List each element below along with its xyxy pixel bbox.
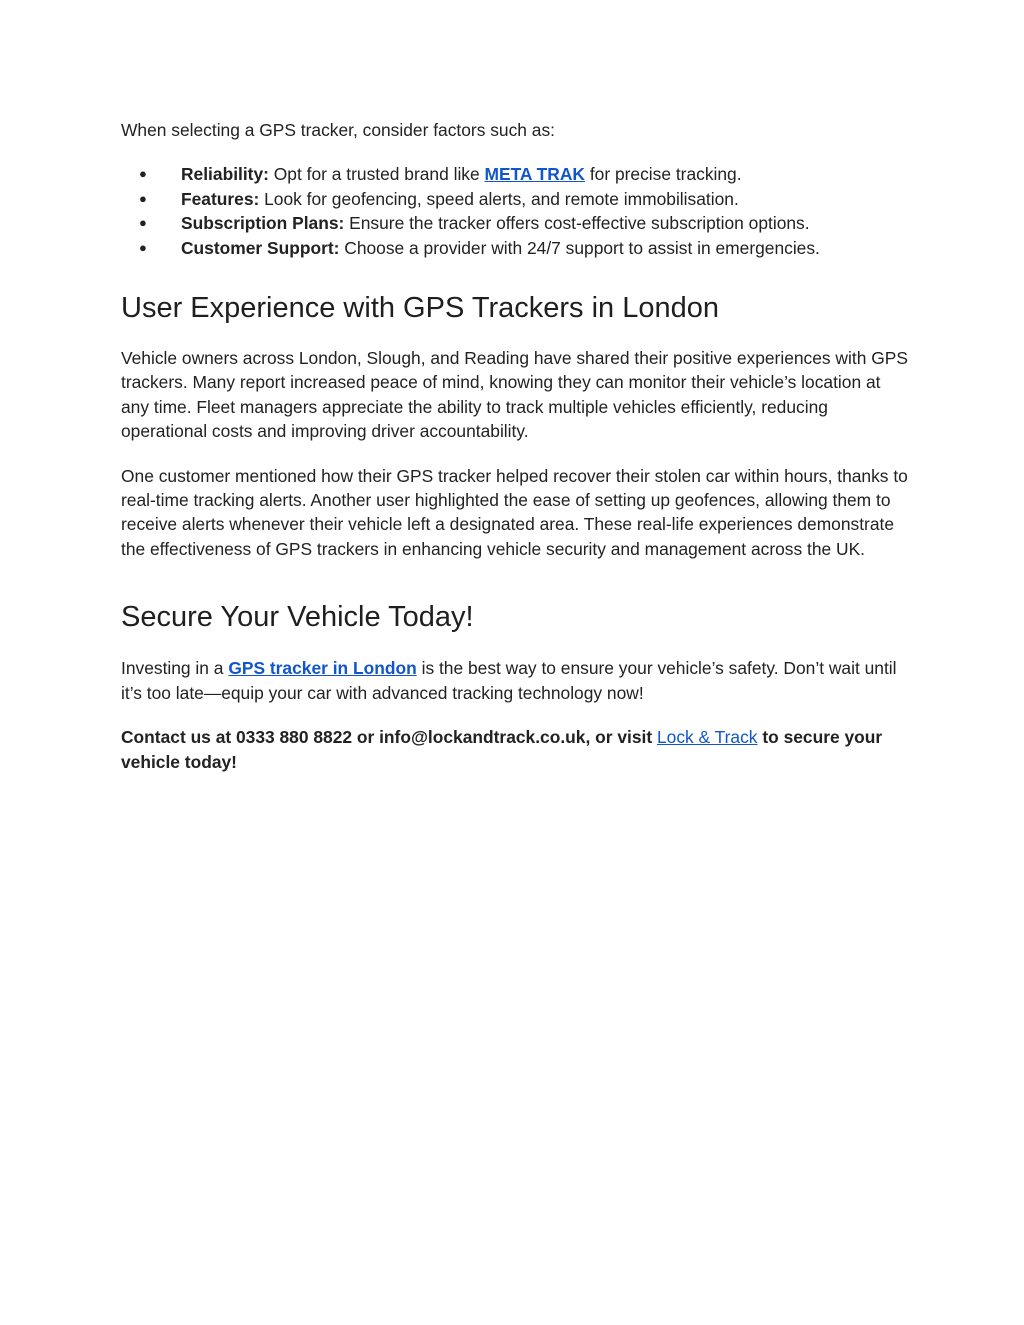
gps-tracker-london-link[interactable]: GPS tracker in London: [228, 658, 417, 679]
bullet-icon: ●: [139, 166, 147, 182]
contact-paragraph: [121, 725, 911, 774]
factor-text: Opt for a trusted brand like: [268, 164, 485, 185]
factor-text: for precise tracking.: [584, 164, 742, 185]
user-experience-heading: User Experience with GPS Trackers in London: [121, 292, 719, 325]
bullet-icon: ●: [139, 215, 147, 231]
secure-vehicle-paragraph: [121, 656, 911, 705]
contact-text: to secure your vehicle today!: [121, 727, 883, 772]
paragraph-text: is the best way to ensure your vehicle’s safety. Don’t wait until it’s too late—equip your car with advanced tracking technology now!: [121, 658, 897, 703]
paragraph-text: Investing in a: [121, 658, 229, 679]
list-item-reliability: [121, 162, 911, 186]
factor-label: Reliability:: [181, 164, 269, 185]
intro-text: When selecting a GPS tracker, consider factors such as:: [121, 120, 555, 140]
bullet-icon: ●: [139, 190, 147, 206]
secure-vehicle-heading: Secure Your Vehicle Today!: [121, 601, 474, 634]
factor-label: Subscription Plans:: [181, 213, 345, 234]
list-item-features: [121, 187, 911, 211]
contact-text: Contact us at 0333 880 8822 or info@lockandtrack.co.uk, or visit: [121, 727, 657, 748]
document-page: [121, 118, 911, 774]
factor-label: Customer Support:: [181, 237, 340, 258]
meta-trak-link[interactable]: META TRAK: [484, 164, 585, 185]
factor-label: Features:: [181, 188, 260, 209]
factor-text: Look for geofencing, speed alerts, and remote immobilisation.: [259, 188, 739, 209]
bullet-icon: ●: [139, 239, 147, 255]
list-item-customer-support: [121, 236, 911, 260]
factors-list: [121, 162, 911, 260]
user-experience-paragraph-2: One customer mentioned how their GPS tracker helped recover their stolen car within hours, thanks to real-time tracking alerts. Another user highlighted the ease of setting up geofences, allowing them to receive alerts whenever their vehicle left a designated area. These real-life experiences demonstrate the effectiveness of GPS trackers in enhancing vehicle security and management across the UK.: [121, 465, 908, 559]
factor-text: Ensure the tracker offers cost-effective subscription options.: [344, 213, 810, 234]
lock-and-track-link[interactable]: Lock & Track: [656, 727, 758, 748]
user-experience-paragraph-1: Vehicle owners across London, Slough, and Reading have shared their positive experiences with GPS trackers. Many report increased peace of mind, knowing they can monitor their vehicle’s location at any time. Fleet managers appreciate the ability to track multiple vehicles efficiently, reducing operational costs and improving driver accountability.: [121, 348, 908, 442]
list-item-subscription-plans: [121, 211, 911, 235]
factor-text: Choose a provider with 24/7 support to assist in emergencies.: [339, 237, 820, 258]
